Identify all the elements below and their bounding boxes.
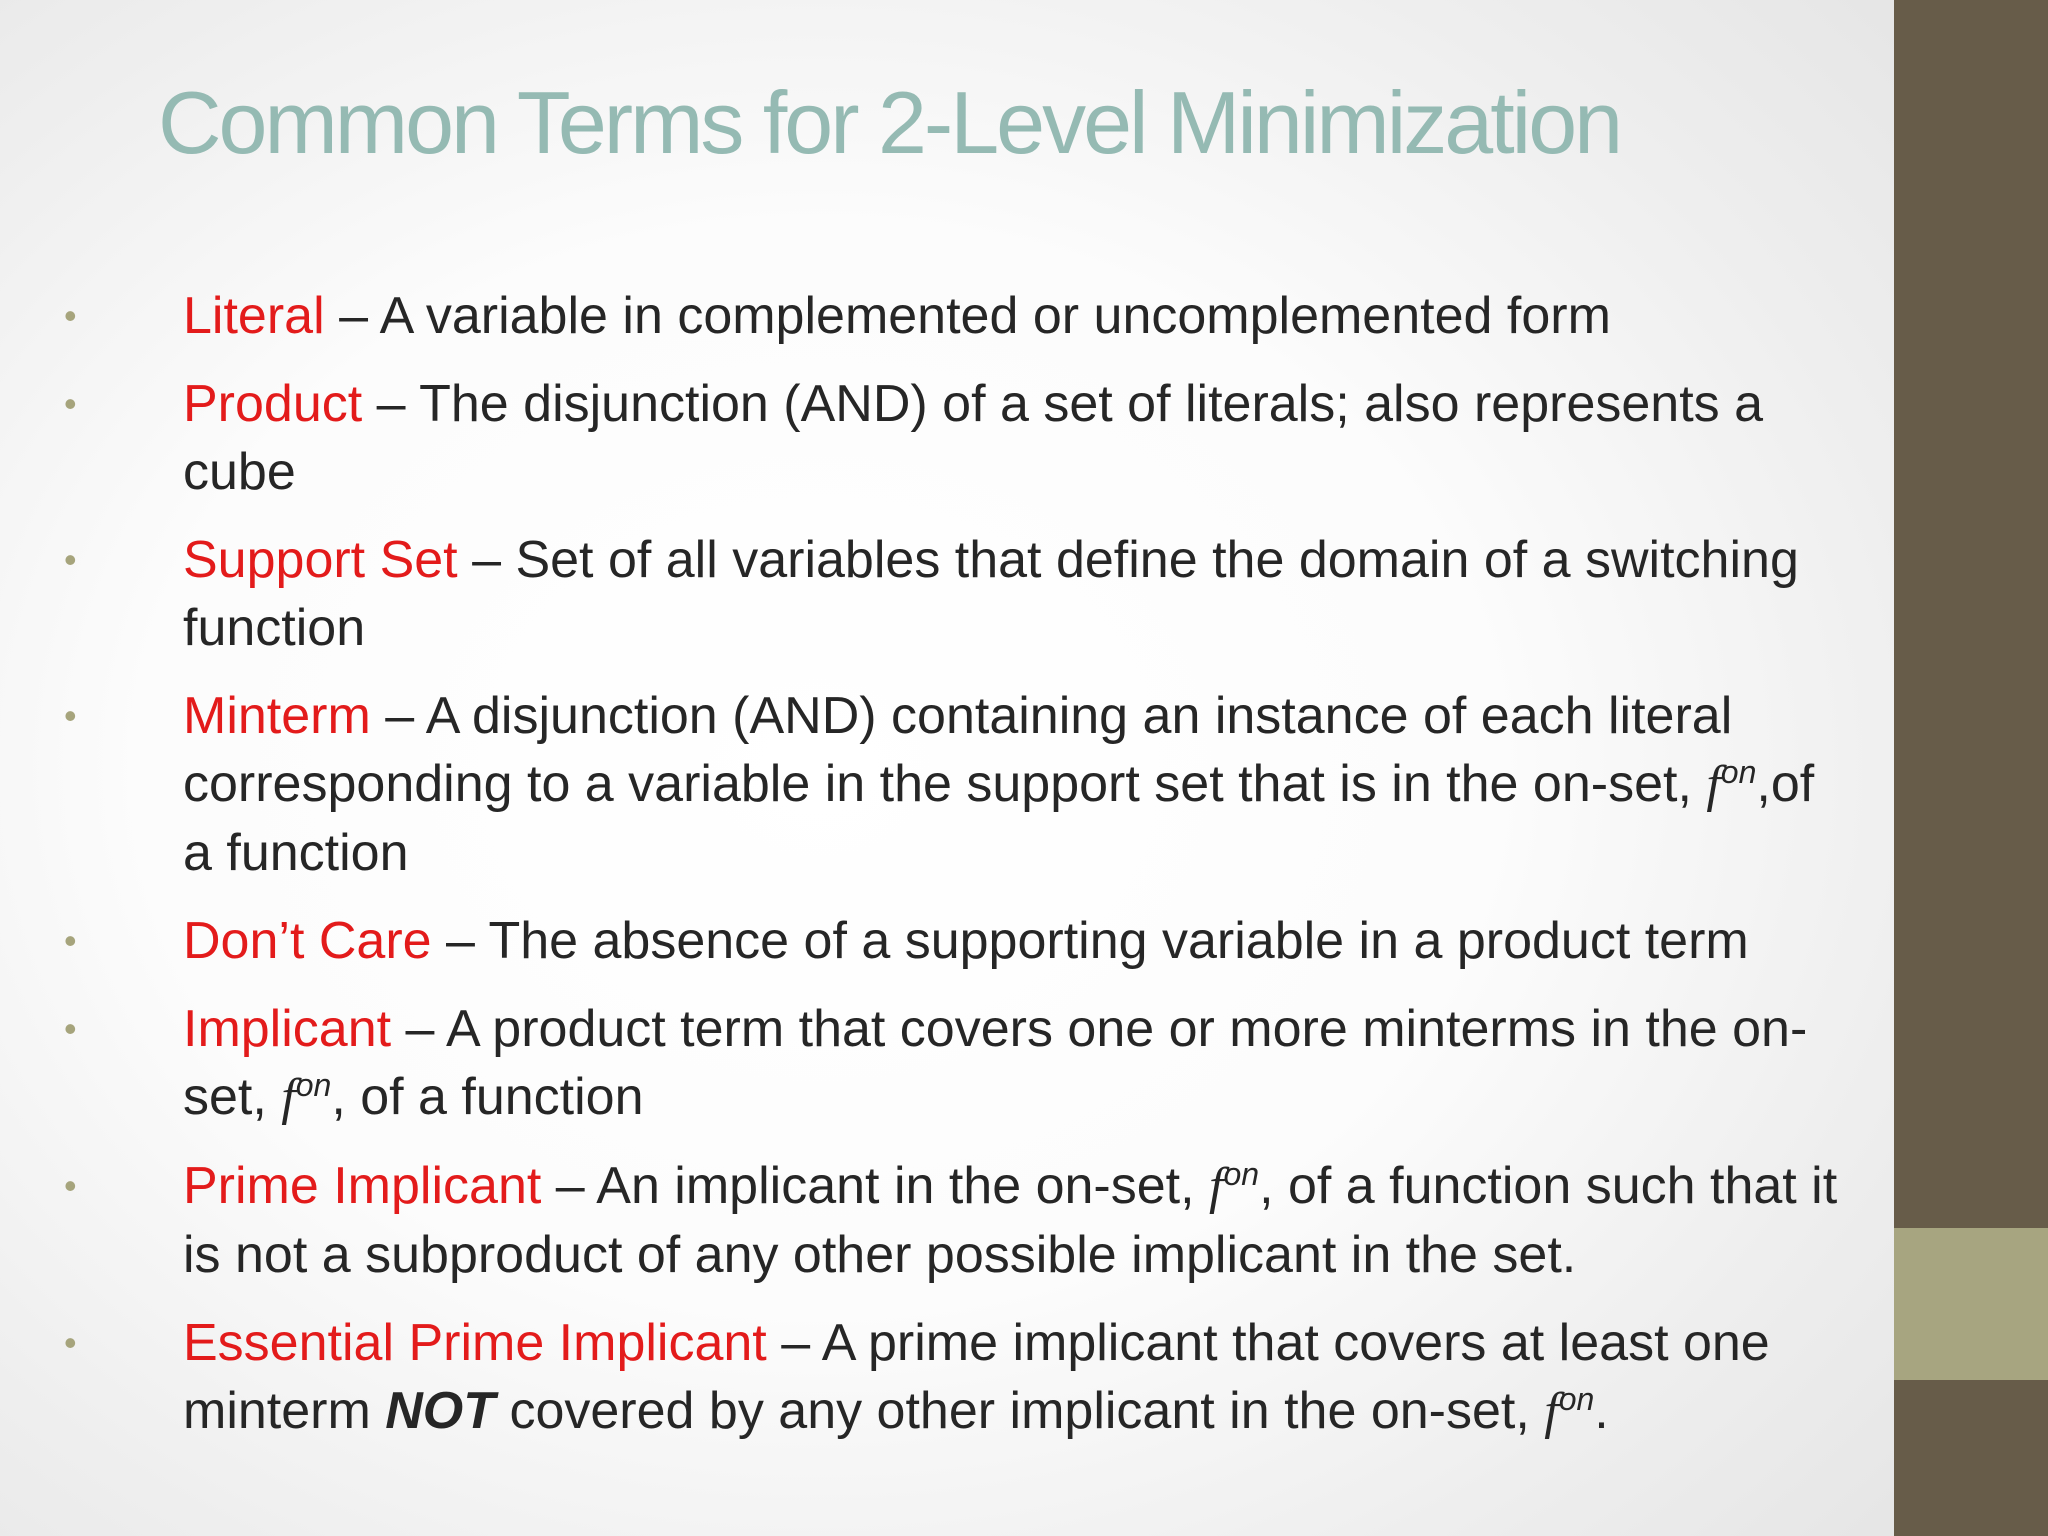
term-definition: – A product term that covers one or more minterms in the on-set, <box>183 1000 1808 1126</box>
on-set-superscript: on <box>1720 754 1757 790</box>
function-symbol: f <box>281 1069 296 1126</box>
term-definition: – The disjunction (AND) of a set of literals; also represents a cube <box>183 375 1764 501</box>
list-item-dont-care <box>0 907 1840 975</box>
bullet-icon: • <box>64 295 77 336</box>
list-item-literal <box>0 282 1840 350</box>
emphasis-not: NOT <box>385 1382 496 1440</box>
term-definition: – The absence of a supporting variable in a product term <box>431 912 1749 970</box>
on-set-superscript: on <box>1223 1156 1260 1192</box>
function-symbol: f <box>1706 756 1721 813</box>
bullet-icon: • <box>64 1165 77 1206</box>
term-definition-end: , of a function <box>331 1068 644 1126</box>
term-definition: – An implicant in the on-set, <box>541 1157 1210 1215</box>
on-set-superscript: on <box>295 1067 332 1103</box>
slide-title: Common Terms for 2-Level Minimization <box>158 73 1621 172</box>
function-symbol: f <box>1544 1383 1559 1440</box>
side-accent-block <box>1894 1228 2048 1380</box>
term-label: Support Set <box>183 531 458 589</box>
term-label: Essential Prime Implicant <box>183 1314 767 1372</box>
on-set-superscript: on <box>1558 1381 1595 1417</box>
list-item-implicant <box>0 995 1840 1132</box>
bullet-icon: • <box>64 383 77 424</box>
term-label: Minterm <box>183 687 371 745</box>
term-definition-end: , of a function such that it is not a subproduct of any other possible implicant in the set. <box>183 1157 1838 1284</box>
term-definition: – A disjunction (AND) containing an instance of each literal corresponding to a variable in the support set that is in the on-set, <box>183 687 1733 813</box>
term-label: Implicant <box>183 1000 392 1058</box>
bullet-icon: • <box>64 1008 77 1049</box>
list-item-minterm <box>0 682 1840 887</box>
term-definition-end: . <box>1594 1382 1609 1440</box>
function-symbol: f <box>1209 1158 1224 1215</box>
terms-list <box>0 282 2048 1466</box>
term-definition: – Set of all variables that define the domain of a switching function <box>183 531 1799 657</box>
bullet-icon: • <box>64 695 77 736</box>
list-item-support-set <box>0 526 1840 662</box>
list-item-essential-prime-implicant <box>0 1309 1840 1446</box>
term-definition-end: ,of a function <box>183 755 1815 882</box>
term-label: Prime Implicant <box>183 1157 542 1215</box>
bullet-icon: • <box>64 1322 77 1363</box>
term-definition: – A prime implicant that covers at least one minterm <box>183 1314 1770 1440</box>
term-label: Literal <box>183 287 325 345</box>
list-item-product <box>0 370 1840 506</box>
term-definition: – A variable in complemented or uncomplemented form <box>324 287 1611 345</box>
list-item-prime-implicant <box>0 1152 1840 1289</box>
bullet-icon: • <box>64 920 77 961</box>
term-definition-middle: covered by any other implicant in the on-set, <box>495 1382 1545 1440</box>
term-label: Don’t Care <box>183 912 432 970</box>
bullet-icon: • <box>64 539 77 580</box>
term-label: Product <box>183 375 363 433</box>
